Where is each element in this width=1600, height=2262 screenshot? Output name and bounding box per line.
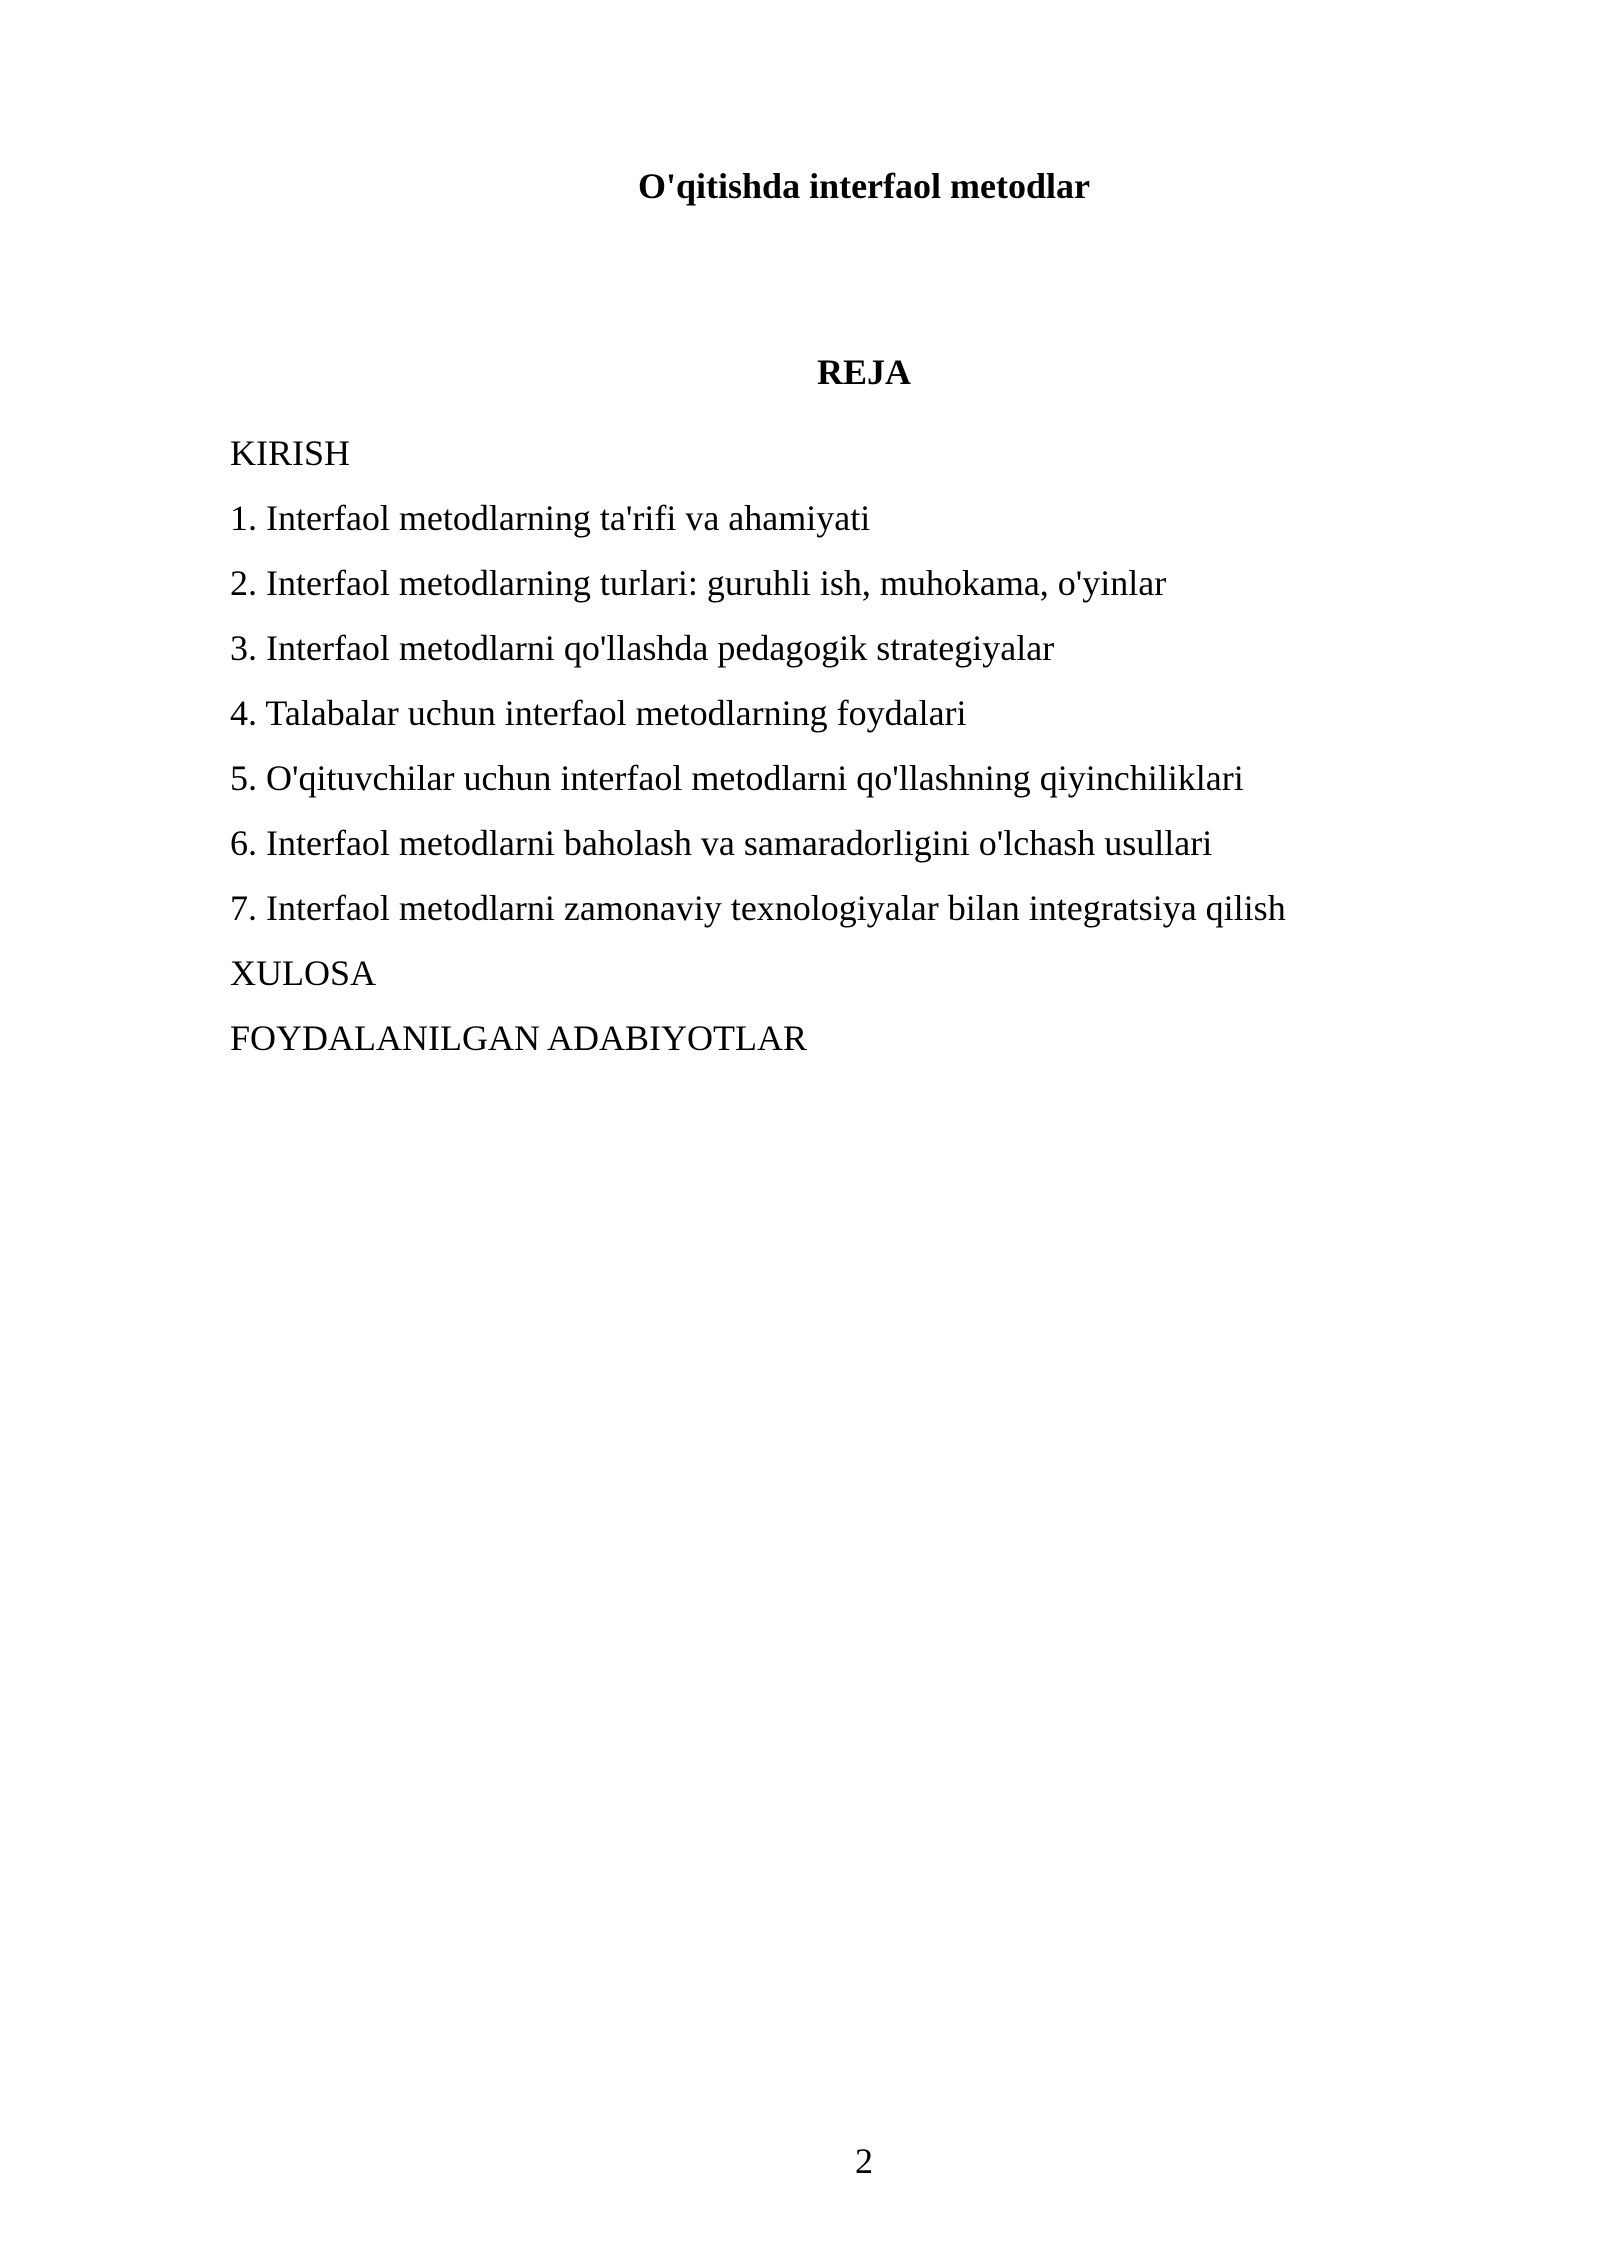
toc-item-introduction: KIRISH bbox=[230, 433, 351, 473]
toc-item-6: 6. Interfaol metodlarni baholash va samaradorligini o'lchash usullari bbox=[230, 823, 1213, 863]
toc-item-4: 4. Talabalar uchun interfaol metodlarning foydalari bbox=[230, 693, 967, 733]
table-of-contents bbox=[230, 421, 1286, 1071]
toc-item-1: 1. Interfaol metodlarning ta'rifi va ahamiyati bbox=[230, 498, 871, 538]
plan-heading: REJA bbox=[816, 352, 911, 392]
toc-item-2: 2. Interfaol metodlarning turlari: guruhli ish, muhokama, o'yinlar bbox=[230, 563, 1167, 603]
toc-item-7: 7. Interfaol metodlarni zamonaviy texnologiyalar bilan integratsiya qilish bbox=[230, 888, 1286, 928]
toc-item-conclusion: XULOSA bbox=[230, 953, 377, 993]
page-number: 2 bbox=[855, 2141, 873, 2181]
document-title: O'qitishda interfaol metodlar bbox=[638, 166, 1090, 206]
toc-item-3: 3. Interfaol metodlarni qo'llashda pedagogik strategiyalar bbox=[230, 628, 1055, 668]
toc-item-5: 5. O'qituvchilar uchun interfaol metodlarni qo'llashning qiyinchiliklari bbox=[230, 758, 1244, 798]
toc-item-references: FOYDALANILGAN ADABIYOTLAR bbox=[230, 1018, 807, 1058]
